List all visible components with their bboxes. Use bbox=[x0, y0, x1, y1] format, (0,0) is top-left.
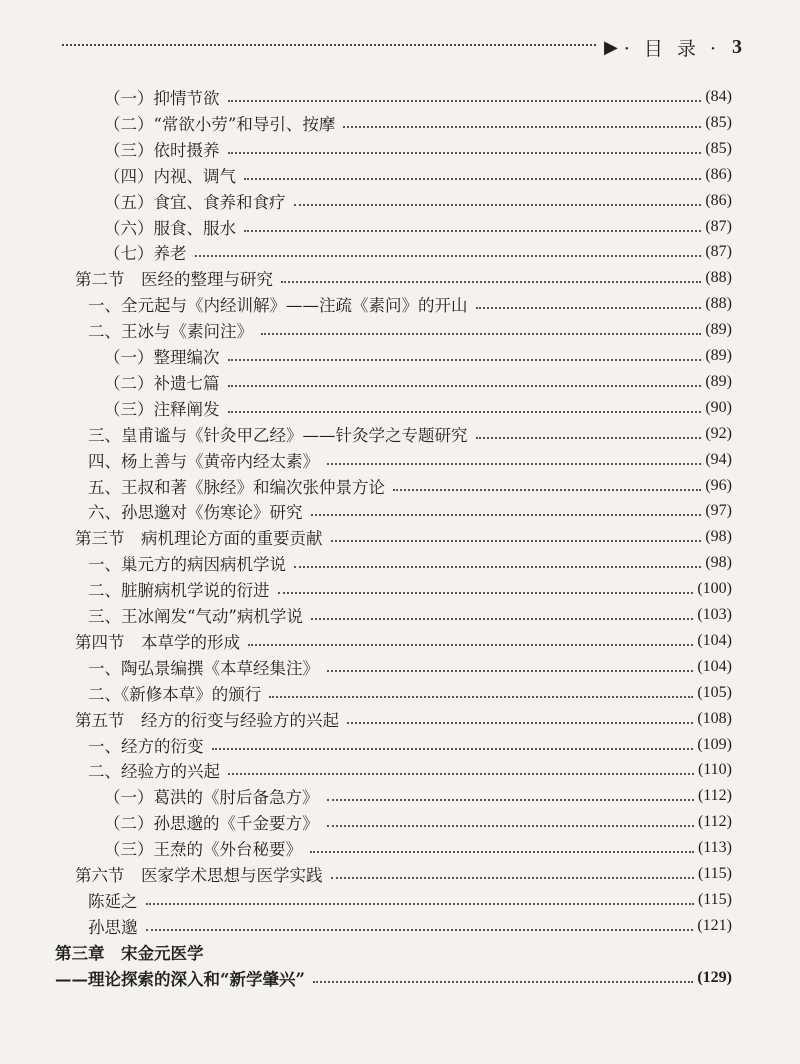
toc-page-number: (108) bbox=[697, 709, 732, 727]
running-header bbox=[62, 32, 742, 62]
toc-entry-title: 三、皇甫谧与《针灸甲乙经》——针灸学之专题研究 bbox=[88, 425, 468, 445]
triangle-arrow-icon: ▶ bbox=[603, 36, 618, 58]
toc-entry-title: 二、经验方的兴起 bbox=[88, 762, 220, 782]
dot-leader bbox=[310, 851, 694, 853]
toc-entry-title: 五、王叔和著《脉经》和编次张仲景方论 bbox=[88, 477, 385, 497]
header-page-number: 3 bbox=[732, 35, 742, 58]
dot-leader bbox=[331, 540, 702, 542]
toc-page-number: (89) bbox=[705, 347, 732, 364]
toc-page-number: (100) bbox=[697, 580, 732, 598]
toc-page-number: (86) bbox=[705, 165, 732, 183]
toc-page-number: (115) bbox=[697, 890, 732, 908]
dot-leader bbox=[228, 152, 702, 154]
dot-leader bbox=[212, 748, 694, 750]
dot-leader bbox=[269, 696, 693, 698]
toc-entry-title: （四）内视、调气 bbox=[104, 166, 236, 186]
toc-page-number: (89) bbox=[705, 372, 732, 390]
toc-entry-title: 六、孙思邈对《伤寒论》研究 bbox=[88, 503, 303, 523]
toc-entry-title: 第二节 医经的整理与研究 bbox=[75, 270, 273, 290]
toc-page-number: (129) bbox=[697, 968, 732, 986]
toc-page-number: (88) bbox=[705, 269, 732, 287]
toc-page-number: (89) bbox=[705, 321, 732, 339]
dot-leader bbox=[294, 566, 701, 568]
toc-page-number: (121) bbox=[697, 916, 732, 934]
dot-leader bbox=[327, 825, 694, 827]
toc-entry-title: 第三节 病机理论方面的重要贡献 bbox=[75, 529, 323, 549]
toc-page-number: (85) bbox=[705, 113, 732, 131]
toc-page-number: (112) bbox=[697, 813, 732, 831]
toc-entry-title: （六）服食、服水 bbox=[104, 218, 236, 238]
dot-leader bbox=[327, 463, 701, 465]
toc-page-number: (96) bbox=[705, 476, 732, 494]
dot-leader bbox=[327, 670, 693, 672]
dot-leader bbox=[228, 359, 702, 361]
header-dotted-rule bbox=[62, 44, 596, 46]
toc-page-number: (92) bbox=[705, 424, 732, 442]
toc-entry-title: 四、杨上善与《黄帝内经太素》 bbox=[88, 451, 319, 471]
dot-leader bbox=[294, 204, 702, 206]
dot-leader bbox=[195, 255, 702, 257]
toc-entry-title: （一）葛洪的《肘后备急方》 bbox=[104, 788, 319, 808]
dot-leader bbox=[278, 592, 694, 594]
dot-leader bbox=[244, 178, 701, 180]
toc-entry-title: （二）孙思邈的《千金要方》 bbox=[104, 814, 319, 834]
toc-page-number: (105) bbox=[697, 683, 732, 701]
toc-entry-title: （五）食宜、食养和食疗 bbox=[104, 192, 286, 212]
dot-leader bbox=[228, 773, 694, 775]
toc-page-number: (84) bbox=[705, 88, 732, 105]
dot-leader bbox=[146, 929, 694, 931]
toc-entry-title: （一）抑情节欲 bbox=[104, 89, 220, 108]
toc-entry-title: 陈延之 bbox=[88, 891, 138, 911]
toc-entry-title: （二）补遗七篇 bbox=[104, 373, 220, 393]
toc-page-number: (110) bbox=[697, 761, 732, 779]
toc-entry-title: （七）养老 bbox=[104, 244, 187, 264]
dot-leader bbox=[146, 903, 694, 905]
toc-page-number: (113) bbox=[697, 839, 732, 857]
toc-page-number: (85) bbox=[705, 139, 732, 157]
toc-entry-title: 孙思邈 bbox=[88, 917, 138, 937]
toc-entry-title: ——理论探索的深入和“新学肇兴” bbox=[55, 969, 305, 989]
toc-page-number: (87) bbox=[705, 217, 732, 235]
toc-entry-title: （一）整理编次 bbox=[104, 348, 220, 367]
toc-page-number: (109) bbox=[697, 735, 732, 753]
toc-page-number: (86) bbox=[705, 191, 732, 209]
toc-page-number: (87) bbox=[705, 243, 732, 261]
dot-leader bbox=[476, 307, 702, 309]
toc-entry-title: 三、王冰阐发“气动”病机学说 bbox=[88, 607, 303, 626]
toc-page-number: (88) bbox=[705, 295, 732, 313]
dot-leader bbox=[393, 489, 701, 491]
toc-page-number: (104) bbox=[697, 657, 732, 675]
dot-leader bbox=[331, 877, 694, 879]
toc-page-number: (104) bbox=[697, 631, 732, 649]
header-section-title: · 目 录 · bbox=[623, 37, 720, 60]
dot-leader bbox=[228, 100, 702, 102]
toc-page-number: (94) bbox=[705, 450, 732, 468]
dot-leader bbox=[343, 126, 701, 128]
toc-entry-title: 第六节 医家学术思想与医学实践 bbox=[75, 866, 323, 885]
dot-leader bbox=[244, 230, 701, 232]
toc-entry-title: 一、经方的衍变 bbox=[88, 736, 204, 756]
toc-entry-title: 二、王冰与《素问注》 bbox=[88, 322, 253, 342]
toc-entry-title: 一、全元起与《内经训解》——注疏《素问》的开山 bbox=[88, 296, 468, 316]
toc-page-number: (103) bbox=[697, 606, 732, 623]
toc-entry-title: （三）依时摄养 bbox=[104, 140, 220, 160]
dot-leader bbox=[347, 722, 693, 724]
dot-leader bbox=[248, 644, 693, 646]
toc-entry-title: （二）“常欲小劳”和导引、按摩 bbox=[104, 114, 336, 134]
dot-leader bbox=[476, 437, 702, 439]
dot-leader bbox=[311, 618, 693, 620]
toc-page-number: (98) bbox=[705, 554, 732, 572]
toc-entry-title: （三）王焘的《外台秘要》 bbox=[104, 840, 302, 860]
dot-leader bbox=[228, 411, 702, 413]
toc-entry-title: 二、脏腑病机学说的衍进 bbox=[88, 581, 270, 601]
toc-entry-title: 二、《新修本草》的颁行 bbox=[88, 684, 262, 704]
toc-page-number: (98) bbox=[705, 528, 732, 546]
dot-leader bbox=[311, 514, 702, 516]
toc-entry-title: 第三章 宋金元医学 bbox=[55, 943, 204, 963]
dot-leader bbox=[281, 281, 701, 283]
toc-entry-title: 一、陶弘景编撰《本草经集注》 bbox=[88, 658, 319, 678]
toc-page-number: (90) bbox=[705, 398, 732, 416]
toc-entry-title: 第五节 经方的衍变与经验方的兴起 bbox=[75, 710, 339, 730]
dot-leader bbox=[228, 385, 702, 387]
toc-page-number: (115) bbox=[697, 865, 732, 882]
toc-entry-title: （三）注释阐发 bbox=[104, 399, 220, 419]
toc-page-number: (112) bbox=[697, 787, 732, 805]
toc-page-number: (97) bbox=[705, 502, 732, 520]
dot-leader bbox=[313, 981, 693, 983]
toc-entry-title: 一、巢元方的病因病机学说 bbox=[88, 555, 286, 575]
toc-entry-title: 第四节 本草学的形成 bbox=[75, 632, 240, 652]
toc-chapter-row[interactable] bbox=[55, 963, 732, 993]
dot-leader bbox=[261, 333, 701, 335]
dot-leader bbox=[327, 799, 694, 801]
